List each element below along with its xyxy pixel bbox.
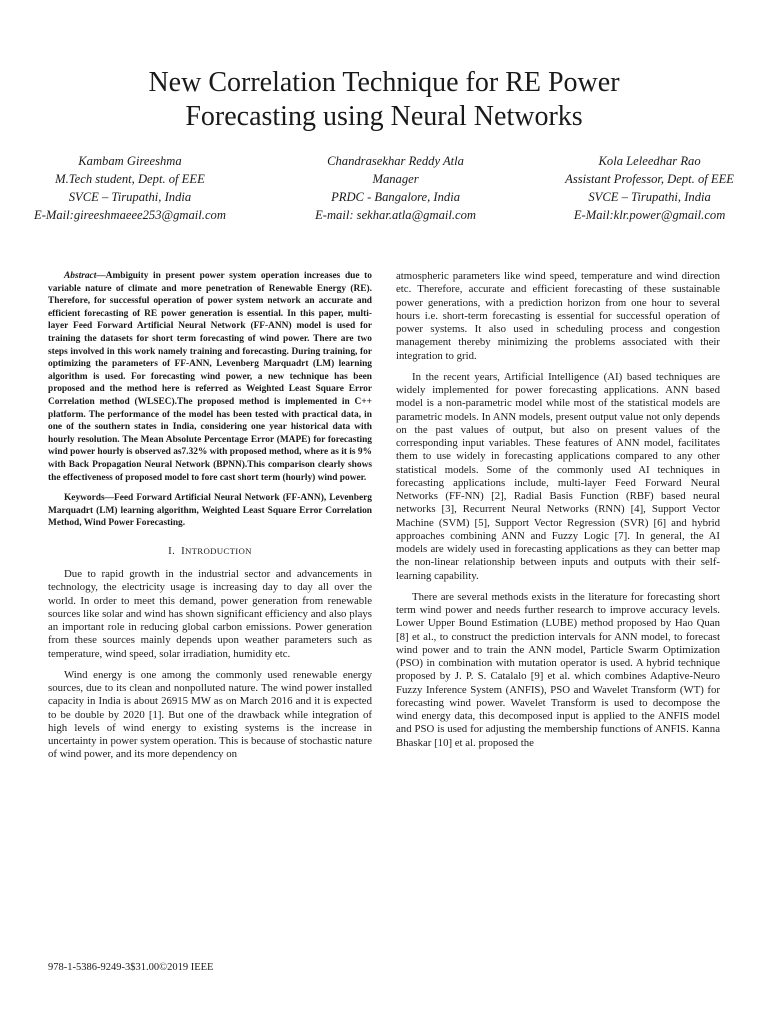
section-heading-introduction — [48, 545, 372, 558]
author-email: E-Mail:gireeshmaeee253@gmail.com — [34, 208, 226, 222]
paragraph: Due to rapid growth in the industrial sector and advancements in technology, the electricity usage is increasing day to day all over the world. In order to meet this demand, power generation from renewable sources like solar and wind has shown significant efficiency and also plays an important role in reducing global carbon emissions. Power generation from these sources mainly depends upon weather parameters such as temperature, wind speed, solar irradiation, humidity etc. — [48, 568, 372, 660]
author-3 — [565, 152, 734, 224]
keywords: Keywords—Feed Forward Artificial Neural Network (FF-ANN), Levenberg Marquadrt (LM) learning algorithm, Weighted Least Square Error Correlation Method, Wind Power Forecasting. — [48, 493, 372, 529]
section-title-initial: I — [181, 544, 185, 557]
title-line-2: Forecasting using Neural Networks — [185, 101, 583, 132]
right-column — [396, 270, 720, 758]
paragraph: Wind energy is one among the commonly used renewable energy sources, due to its clean and nonpolluted nature. The wind power installed capacity in India is about 26915 MW as on March 2016 and it is expected to be double by 2020 [1]. But one of the drawback while integration of high levels of wind energy to existing systems is the increase in uncertainty in power system operation. This is because of stochastic nature of wind power, and its more dependency on — [48, 668, 372, 761]
left-column — [48, 270, 372, 770]
section-number: I. — [168, 544, 176, 557]
paragraph: There are several methods exists in the literature for forecasting short term wind power and needs further research to improve accuracy levels. Lower Upper Bound Estimation (LUBE) method proposed by Hao Quan [8] et al., to construct the prediction intervals for ANN model, to forecast wind power and to train the ANN model, Particle Swarm Optimization (PSO) in combination with mutation operator is used. A hybrid technique proposed by J. P. S. Catalalo [9] et al. which combines Adaptive-Neuro Fuzzy Inference System (ANFIS), PSO and Wavelet Transform (WT) for forecasting wind power. Wavelet Transform is used to decompose the wind energy data, this decomposed input is applied to the ANFIS model and PSO is used for adjusting the membership functions of ANFIS. Kanna Bhaskar [10] et al. proposed the — [396, 590, 720, 749]
author-email: E-Mail:klr.power@gmail.com — [573, 208, 726, 222]
copyright-footer: 978-1-5386-9249-3$31.00©2019 IEEE — [48, 962, 214, 973]
author-name: Kambam Gireeshma — [78, 154, 182, 168]
abstract-label: Abstract — [64, 271, 97, 281]
author-name: Chandrasekhar Reddy Atla — [327, 154, 464, 168]
author-role: M.Tech student, Dept. of EEE — [55, 172, 205, 186]
abstract-text: —Ambiguity in present power system operation increases due to variable nature of climate and more penetration of Renewable Energy (RE). Therefore, for successful operation of power system network an accurate and efficient forecasting of RE power generation is essential. In this paper, multi-layer Feed Forward Artificial Neural Network (FF-ANN) model is used for training the datasets for short term forecasting of wind power. There are two steps involved in this work namely training and forecasting. During training, for optimizing the parameters of FF-ANN, Levenberg Marquadrt (LM) learning algorithm is used. For forecasting wind power, a new technique has been proposed and the method here is referred as Weighted Least Square Error Correlation method (WLSEC).The proposed method is implemented in C++ platform. The performance of the model has been tested with practical data, in one of the southern states in India, considering one year historical data with hourly resolution. The Mean Absolute Percentage Error (MAPE) for forecasting wind power hourly is observed as7.32% with proposed method, where as it is 9% with Back Propagation Neural Network (BPNN).This comparison clearly shows the effectiveness of proposed model to fore cast short term (hourly) wind power. — [48, 271, 372, 483]
author-name: Kola Leleedhar Rao — [598, 154, 701, 168]
abstract — [48, 270, 372, 484]
section-title-rest: NTRODUCTION — [184, 545, 252, 556]
author-affiliation: SVCE – Tirupathi, India — [68, 190, 192, 204]
author-1 — [34, 152, 226, 224]
author-affiliation: PRDC - Bangalore, India — [331, 190, 461, 204]
author-affiliation: SVCE – Tirupathi, India — [588, 190, 711, 204]
author-role: Manager — [372, 172, 419, 186]
author-role: Assistant Professor, Dept. of EEE — [565, 172, 734, 186]
paragraph: atmospheric parameters like wind speed, temperature and wind direction etc. Therefore, accurate and efficient forecasting of these sustainable power generations, with a prediction horizon from one hour to several hours i.e. short-term forecasting is essential for successful operation of power systems. It also used in scheduling process and congestion management thereby minimizing the problems associated with their integration to grid. — [396, 270, 720, 362]
paragraph: In the recent years, Artificial Intelligence (AI) based techniques are widely implemented for power forecasting applications. ANN based model is a non-parametric model while most of the statistical models are parametric models. In ANN models, present output value not only depends on the past values of output, but also on present values of the corresponding input variables. These features of ANN model, facilitates them to use widely in forecasting applications compared to any other statistical models. Some of the commonly used AI techniques in forecasting applications include, multi-layer Feed Forward Neural Networks (FF-NN) [2], Radial Basis Function (RBF) based neural networks [3], Recurrent Neural Networks (RNN) [4], Support Vector Machine (SVM) [5], Support Vector Regression (SVR) [6] and hybrid approaches combining ANN and Fuzzy Logic [7]. In general, the AI models are widely used in forecasting applications as they can better map the non-linear relationship between inputs and outputs with their self-learning capability. — [396, 370, 720, 582]
author-email: E-mail: sekhar.atla@gmail.com — [315, 208, 477, 222]
author-block — [34, 152, 734, 224]
title-line-1: New Correlation Technique for RE Power — [148, 67, 620, 98]
paper-title — [0, 66, 768, 134]
author-2 — [315, 152, 476, 224]
